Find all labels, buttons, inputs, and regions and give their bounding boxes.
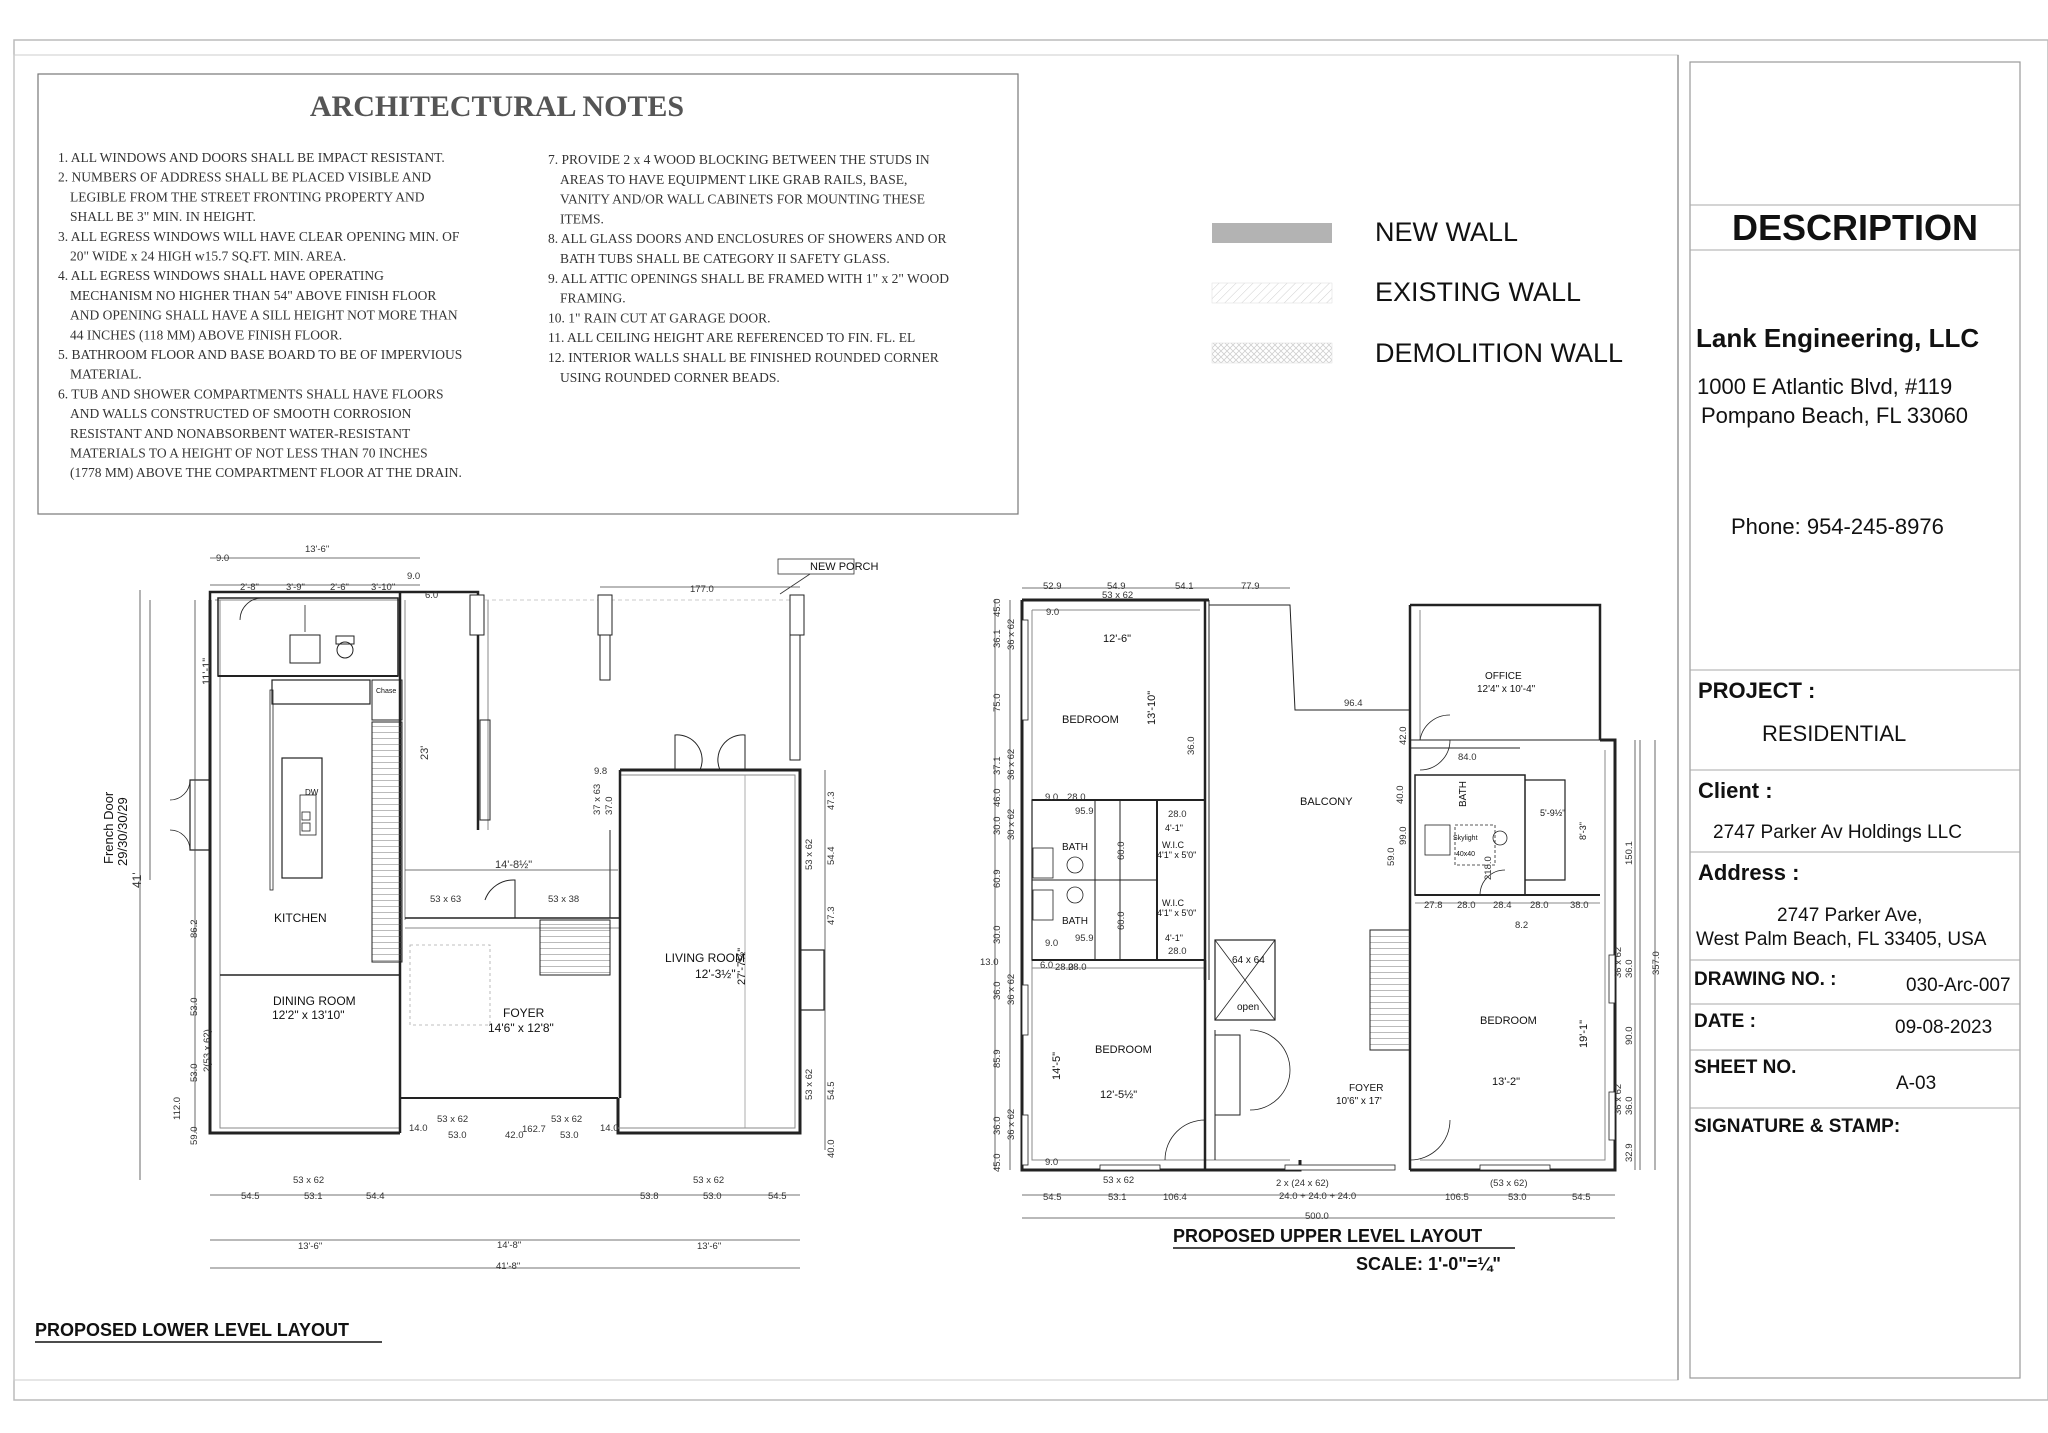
svg-text:45.0: 45.0 [992, 598, 1003, 617]
note-line: MATERIAL. [70, 366, 142, 382]
svg-text:46.0: 46.0 [992, 788, 1003, 807]
svg-text:13.0: 13.0 [980, 957, 999, 968]
svg-text:53.1: 53.1 [1108, 1192, 1127, 1203]
note-line: LEGIBLE FROM THE STREET FRONTING PROPERTY AND [70, 189, 425, 205]
skylight-size: 40x40 [1456, 851, 1476, 858]
svg-text:47.3: 47.3 [826, 906, 837, 925]
svg-text:40.0: 40.0 [1395, 785, 1406, 804]
svg-text:53 x 62: 53 x 62 [437, 1114, 469, 1125]
svg-text:90.0: 90.0 [1624, 1026, 1635, 1045]
svg-text:37.0: 37.0 [604, 796, 615, 815]
note-line: (1778 MM) ABOVE THE COMPARTMENT FLOOR AT THE DRAIN. [70, 465, 462, 481]
bath-2-label: BATH [1062, 916, 1088, 927]
svg-text:75.0: 75.0 [992, 693, 1003, 712]
foyer-label: FOYER [503, 1006, 545, 1020]
svg-text:23': 23' [419, 745, 431, 760]
svg-text:357.0: 357.0 [1651, 951, 1662, 975]
note-line: USING ROUNDED CORNER BEADS. [560, 369, 780, 385]
svg-text:54.1: 54.1 [1175, 581, 1194, 592]
svg-text:54.5: 54.5 [768, 1191, 787, 1202]
sheet-number-value: A-03 [1896, 1073, 1937, 1094]
company-name: Lank Engineering, LLC [1696, 323, 1980, 353]
note-line: BATH TUBS SHALL BE CATEGORY II SAFETY GLASS. [560, 251, 890, 266]
bedroom-1-height: 13'-10" [1146, 690, 1158, 725]
svg-text:86.2: 86.2 [189, 919, 200, 938]
svg-text:(53 x 62): (53 x 62) [1490, 1178, 1528, 1189]
french-door-label: French Door [101, 791, 116, 864]
svg-text:38.0: 38.0 [1570, 900, 1589, 911]
note-line: 1. ALL WINDOWS AND DOORS SHALL BE IMPACT RESISTANT. [58, 150, 445, 165]
svg-text:52.9: 52.9 [1043, 581, 1062, 592]
note-line: 9. ALL ATTIC OPENINGS SHALL BE FRAMED WITH 1" x 2" WOOD [548, 270, 950, 286]
svg-text:54.5: 54.5 [1572, 1192, 1591, 1203]
demolition-wall-label: DEMOLITION WALL [1375, 338, 1624, 368]
svg-text:36 x 62: 36 x 62 [1006, 618, 1017, 650]
svg-text:27.8: 27.8 [1424, 900, 1443, 911]
svg-text:53.0: 53.0 [189, 1063, 200, 1082]
address-label: Address : [1698, 860, 1800, 885]
svg-text:53 x 38: 53 x 38 [548, 894, 580, 905]
svg-text:53 x 62: 53 x 62 [1102, 590, 1134, 601]
svg-text:13'-6": 13'-6" [298, 1241, 323, 1252]
wic-2-label: W.I.C [1162, 898, 1184, 908]
svg-text:36 x 62: 36 x 62 [1006, 973, 1017, 1005]
svg-text:150.1: 150.1 [1624, 841, 1635, 865]
svg-text:9.0: 9.0 [216, 553, 230, 564]
lower-dimension-lines [140, 558, 825, 1268]
svg-text:36.0: 36.0 [1624, 1096, 1635, 1115]
svg-text:36 x 62: 36 x 62 [1613, 946, 1624, 978]
svg-text:59.0: 59.0 [189, 1126, 200, 1145]
svg-text:28.0: 28.0 [1068, 962, 1087, 973]
svg-text:4'-1": 4'-1" [1165, 933, 1183, 943]
drawing-number-value: 030-Arc-007 [1906, 975, 2011, 996]
svg-text:14'-8½": 14'-8½" [495, 859, 533, 871]
svg-text:36.0: 36.0 [1624, 959, 1635, 978]
svg-text:3'-9": 3'-9" [286, 582, 305, 593]
svg-text:6.0: 6.0 [1040, 960, 1054, 971]
svg-text:53 x 62: 53 x 62 [1103, 1175, 1135, 1186]
svg-text:162.7: 162.7 [522, 1124, 546, 1135]
svg-text:2 x (24 x 62): 2 x (24 x 62) [1276, 1178, 1329, 1189]
svg-text:53 x 62: 53 x 62 [804, 1068, 815, 1100]
client-label: Client : [1698, 778, 1773, 803]
note-line: 2. NUMBERS OF ADDRESS SHALL BE PLACED VISIBLE AND [58, 169, 432, 185]
svg-text:53.0: 53.0 [703, 1191, 722, 1202]
wic-2-size: 4'1" x 5'0" [1157, 908, 1197, 918]
svg-text:37.1: 37.1 [992, 756, 1003, 775]
note-line: 20" WIDE x 24 HIGH w15.7 SQ.FT. MIN. AREA. [70, 248, 347, 264]
lower-plan-caption: PROPOSED LOWER LEVEL LAYOUT [35, 1320, 350, 1340]
note-line: AND WALLS CONSTRUCTED OF SMOOTH CORROSION [70, 406, 412, 422]
living-room-depth: 27'-7½" [736, 947, 748, 985]
notes-left-column [58, 150, 462, 480]
svg-text:42.0: 42.0 [1398, 726, 1409, 745]
note-line: AND OPENING SHALL HAVE A SILL HEIGHT NOT MORE THAN [70, 307, 458, 323]
svg-text:14'-8": 14'-8" [497, 1240, 522, 1251]
svg-text:9.0: 9.0 [1046, 607, 1060, 618]
note-line: 44 INCHES (118 MM) ABOVE FINISH FLOOR. [70, 327, 343, 343]
bath-1-label: BATH [1062, 842, 1088, 853]
svg-text:30.0: 30.0 [992, 925, 1003, 944]
svg-text:28.0: 28.0 [1457, 900, 1476, 911]
signature-label: SIGNATURE & STAMP: [1694, 1116, 1901, 1137]
note-line: 10. 1" RAIN CUT AT GARAGE DOOR. [548, 310, 771, 326]
company-address-2: Pompano Beach, FL 33060 [1701, 403, 1969, 428]
notes-title: ARCHITECTURAL NOTES [309, 90, 685, 123]
svg-text:11'-1": 11'-1" [201, 657, 213, 685]
wall-legend [1212, 217, 1623, 368]
svg-text:60.0: 60.0 [1116, 911, 1127, 930]
svg-text:28.4: 28.4 [1493, 900, 1512, 911]
svg-text:9.0: 9.0 [1045, 938, 1059, 949]
wic-1-label: W.I.C [1162, 840, 1184, 850]
svg-text:53 x 62: 53 x 62 [693, 1175, 725, 1186]
svg-text:9.8: 9.8 [594, 766, 608, 777]
svg-text:53.0: 53.0 [189, 997, 200, 1016]
lower-dimension-text [130, 544, 837, 1272]
notes-right-column [548, 152, 949, 385]
scale-label: SCALE: 1'-0"=¼" [1356, 1254, 1501, 1274]
svg-text:96.4: 96.4 [1344, 698, 1363, 709]
company-phone: Phone: 954-245-8976 [1731, 514, 1944, 539]
svg-text:36.1: 36.1 [992, 629, 1003, 648]
new-wall-swatch [1212, 223, 1332, 243]
upper-plan-caption: PROPOSED UPPER LEVEL LAYOUT [1173, 1226, 1483, 1246]
svg-text:9.0: 9.0 [407, 571, 421, 582]
upper-foyer-label: FOYER [1349, 1083, 1384, 1094]
svg-text:8'-3": 8'-3" [1578, 822, 1588, 840]
note-line: 3. ALL EGRESS WINDOWS WILL HAVE CLEAR OPENING MIN. OF [58, 228, 460, 244]
svg-text:54.4: 54.4 [826, 846, 837, 865]
bedroom-3-width: 13'-2" [1492, 1076, 1521, 1088]
existing-wall-swatch [1212, 283, 1332, 303]
bedroom-1-label: BEDROOM [1062, 714, 1119, 726]
svg-text:13'-6": 13'-6" [305, 544, 330, 555]
open-size: 64 x 64 [1232, 955, 1265, 966]
architectural-notes [38, 74, 1018, 514]
svg-text:4'-1": 4'-1" [1165, 823, 1183, 833]
svg-text:9.0: 9.0 [1045, 792, 1059, 803]
svg-text:45.0: 45.0 [992, 1153, 1003, 1172]
svg-text:106.4: 106.4 [1163, 1192, 1187, 1203]
svg-text:85.9: 85.9 [992, 1049, 1003, 1068]
svg-text:40.0: 40.0 [826, 1139, 837, 1158]
title-block [1690, 62, 2020, 1378]
sheet-number-label: SHEET NO. [1694, 1057, 1797, 1078]
note-line: SHALL BE 3" MIN. IN HEIGHT. [70, 209, 256, 225]
note-line: AREAS TO HAVE EQUIPMENT LIKE GRAB RAILS, BASE, [560, 171, 908, 187]
bedroom-3-height: 19'-1" [1578, 1019, 1590, 1048]
svg-text:3'-10": 3'-10" [371, 582, 396, 593]
date-label: DATE : [1694, 1011, 1756, 1032]
foyer-size: 14'6" x 12'8" [488, 1021, 554, 1035]
project-value: RESIDENTIAL [1762, 721, 1907, 746]
svg-text:112.0: 112.0 [172, 1096, 183, 1120]
open-label: open [1237, 1002, 1260, 1013]
bedroom-2-width: 12'-5½" [1100, 1089, 1138, 1101]
new-wall-label: NEW WALL [1375, 217, 1519, 247]
svg-text:2'-8": 2'-8" [240, 582, 259, 593]
note-line: 12. INTERIOR WALLS SHALL BE FINISHED ROUNDED CORNER [548, 350, 939, 365]
svg-text:24.0 + 24.0 + 24.0: 24.0 + 24.0 + 24.0 [1279, 1191, 1357, 1202]
svg-text:30 x 62: 30 x 62 [1006, 808, 1017, 840]
bedroom-1-width: 12'-6" [1103, 633, 1132, 645]
svg-text:106.5: 106.5 [1445, 1192, 1469, 1203]
svg-text:54.4: 54.4 [366, 1191, 385, 1202]
svg-text:53.1: 53.1 [304, 1191, 323, 1202]
svg-text:13'-6": 13'-6" [697, 1241, 722, 1252]
living-room-size: 12'-3½" [695, 967, 736, 981]
svg-text:99.0: 99.0 [1398, 826, 1409, 845]
demolition-wall-swatch [1212, 343, 1332, 363]
note-line: ITEMS. [560, 211, 604, 227]
dining-room-size: 12'2" x 13'10" [272, 1008, 345, 1022]
svg-text:8.2: 8.2 [1515, 920, 1529, 931]
wic-1-size: 4'1" x 5'0" [1157, 850, 1197, 860]
date-value: 09-08-2023 [1895, 1017, 1993, 1038]
chase-label: Chase [376, 688, 397, 695]
svg-text:6.0: 6.0 [425, 590, 439, 601]
address-value-1: 2747 Parker Ave, [1777, 905, 1923, 926]
upper-level-labels [1051, 633, 1590, 1107]
svg-text:95.9: 95.9 [1075, 933, 1094, 944]
svg-text:28.0: 28.0 [1168, 809, 1187, 820]
svg-text:218.0: 218.0 [1483, 856, 1494, 880]
svg-text:53.0: 53.0 [1508, 1192, 1527, 1203]
bath-3-label: BATH [1458, 781, 1469, 807]
svg-text:28.0: 28.0 [1168, 946, 1187, 957]
svg-text:60.0: 60.0 [1116, 841, 1127, 860]
address-value-2: West Palm Beach, FL 33405, USA [1696, 929, 1987, 950]
svg-text:2'-6": 2'-6" [330, 582, 349, 593]
svg-text:36 x 62: 36 x 62 [1006, 1108, 1017, 1140]
svg-text:53.0: 53.0 [560, 1130, 579, 1141]
svg-text:42.0: 42.0 [505, 1130, 524, 1141]
svg-text:54.5: 54.5 [241, 1191, 260, 1202]
svg-text:47.3: 47.3 [826, 791, 837, 810]
svg-text:36.0: 36.0 [992, 1116, 1003, 1135]
office-size: 12'4" x 10'-4" [1477, 684, 1536, 695]
svg-text:2(53 x 62): 2(53 x 62) [202, 1029, 213, 1072]
svg-text:500.0: 500.0 [1305, 1211, 1329, 1222]
svg-text:95.9: 95.9 [1075, 806, 1094, 817]
dining-room-label: DINING ROOM [273, 994, 356, 1008]
note-line: 4. ALL EGRESS WINDOWS SHALL HAVE OPERATING [58, 268, 384, 284]
balcony-label: BALCONY [1300, 796, 1353, 808]
drawing-number-label: DRAWING NO. : [1694, 969, 1837, 990]
note-line: 7. PROVIDE 2 x 4 WOOD BLOCKING BETWEEN THE STUDS IN [548, 152, 930, 167]
svg-text:5'-9½": 5'-9½" [1540, 808, 1566, 818]
svg-text:32.9: 32.9 [1624, 1143, 1635, 1162]
living-room-label: LIVING ROOM [665, 951, 746, 965]
bedroom-2-height: 14'-5" [1051, 1051, 1063, 1080]
svg-text:28.0: 28.0 [1055, 962, 1074, 973]
svg-text:177.0: 177.0 [690, 584, 714, 595]
svg-text:53 x 63: 53 x 63 [430, 894, 462, 905]
svg-text:37 x 63: 37 x 63 [592, 783, 603, 815]
svg-text:36.0: 36.0 [992, 981, 1003, 1000]
description-heading: DESCRIPTION [1731, 207, 1979, 248]
svg-text:53 x 62: 53 x 62 [551, 1114, 583, 1125]
note-line: MECHANISM NO HIGHER THAN 54" ABOVE FINISH FLOOR [70, 287, 437, 303]
skylight-label: Skylight [1453, 835, 1478, 842]
note-line: 11. ALL CEILING HEIGHT ARE REFERENCED TO FIN. FL. EL [548, 330, 916, 346]
svg-text:53 x 62: 53 x 62 [293, 1175, 325, 1186]
upper-dimension-text [980, 581, 1662, 1222]
svg-text:9.0: 9.0 [1045, 1157, 1059, 1168]
dishwasher-label: DW [305, 788, 319, 797]
bedroom-3-label: BEDROOM [1480, 1015, 1537, 1027]
svg-text:14.0: 14.0 [409, 1123, 428, 1134]
svg-text:28.0: 28.0 [1530, 900, 1549, 911]
bedroom-2-label: BEDROOM [1095, 1044, 1152, 1056]
svg-text:14.0: 14.0 [600, 1123, 619, 1134]
note-line: RESISTANT AND NONABSORBENT WATER-RESISTANT [70, 425, 411, 441]
svg-text:28.0: 28.0 [1067, 792, 1086, 803]
svg-text:53.8: 53.8 [640, 1191, 659, 1202]
svg-text:60.9: 60.9 [992, 869, 1003, 888]
note-line: VANITY AND/OR WALL CABINETS FOR MOUNTING THESE [560, 191, 926, 207]
svg-text:41'-8": 41'-8" [496, 1261, 521, 1272]
svg-text:41': 41' [130, 872, 144, 888]
svg-text:53 x 62: 53 x 62 [804, 838, 815, 870]
upper-foyer-size: 10'6" x 17' [1336, 1096, 1382, 1107]
svg-text:30.0: 30.0 [992, 816, 1003, 835]
kitchen-label: KITCHEN [274, 911, 327, 925]
company-address-1: 1000 E Atlantic Blvd, #119 [1697, 374, 1953, 399]
svg-text:84.0: 84.0 [1458, 752, 1477, 763]
svg-text:36.0: 36.0 [1186, 736, 1197, 755]
svg-text:54.5: 54.5 [1043, 1192, 1062, 1203]
new-porch-label: NEW PORCH [810, 561, 879, 573]
svg-text:36 x 62: 36 x 62 [1613, 1083, 1624, 1115]
svg-text:59.0: 59.0 [1386, 847, 1397, 866]
svg-text:54.5: 54.5 [826, 1081, 837, 1100]
existing-wall-label: EXISTING WALL [1375, 277, 1582, 307]
svg-text:77.9: 77.9 [1241, 581, 1260, 592]
note-line: 8. ALL GLASS DOORS AND ENCLOSURES OF SHOWERS AND OR [548, 231, 947, 247]
note-line: MATERIALS TO A HEIGHT OF NOT LESS THAN 70 INCHES [70, 445, 428, 461]
note-line: 5. BATHROOM FLOOR AND BASE BOARD TO BE OF IMPERVIOUS [58, 347, 463, 362]
svg-text:54.9: 54.9 [1107, 581, 1126, 592]
office-label: OFFICE [1485, 671, 1522, 682]
note-line: FRAMING. [560, 290, 626, 306]
project-label: PROJECT : [1698, 678, 1816, 703]
client-value: 2747 Parker Av Holdings LLC [1713, 822, 1962, 843]
svg-text:53.0: 53.0 [448, 1130, 467, 1141]
french-door-sizes: 29/30/30/29 [115, 797, 130, 866]
svg-text:36 x 62: 36 x 62 [1006, 748, 1017, 780]
note-line: 6. TUB AND SHOWER COMPARTMENTS SHALL HAVE FLOORS [58, 386, 444, 402]
